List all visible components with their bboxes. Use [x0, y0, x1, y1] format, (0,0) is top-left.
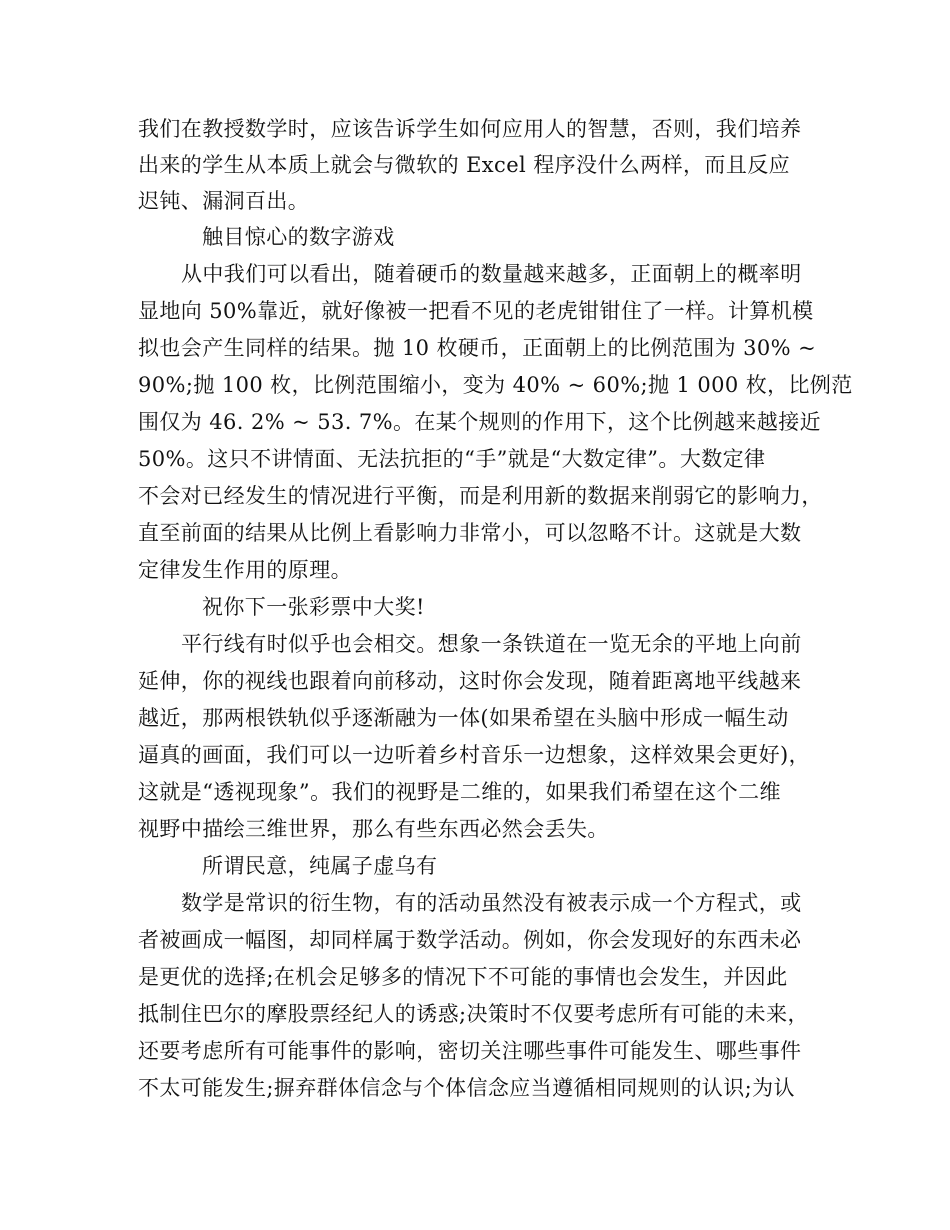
text-line: 越近，那两根铁轨似乎逐渐融为一体(如果希望在头脑中形成一幅生动 — [138, 706, 789, 730]
section-heading: 触目惊心的数字游戏 — [202, 225, 395, 249]
text-line: 视野中描绘三维世界，那么有些东西必然会丢失。 — [138, 817, 609, 841]
text-line: 者被画成一幅图，却同样属于数学活动。例如，你会发现好的东西未必 — [138, 928, 802, 952]
text-line: 数学是常识的衍生物，有的活动虽然没有被表示成一个方程式，或 — [181, 891, 802, 915]
text-line: 抵制住巴尔的摩股票经纪人的诱惑;决策时不仅要考虑所有可能的未来， — [138, 1002, 809, 1026]
text-line: 出来的学生从本质上就会与微软的 Excel 程序没什么两样，而且反应 — [138, 153, 791, 177]
text-line: 定律发生作用的原理。 — [138, 558, 352, 582]
text-line: 平行线有时似乎也会相交。想象一条铁道在一览无余的平地上向前 — [181, 632, 802, 656]
section-heading: 祝你下一张彩票中大奖! — [202, 595, 425, 619]
section-heading: 所谓民意，纯属子虚乌有 — [202, 854, 438, 878]
text-line: 显地向 50%靠近，就好像被一把看不见的老虎钳钳住了一样。计算机模 — [138, 299, 814, 323]
text-line: 不会对已经发生的情况进行平衡，而是利用新的数据来削弱它的影响力， — [138, 484, 823, 508]
text-line: 还要考虑所有可能事件的影响，密切关注哪些事件可能发生、哪些事件 — [138, 1039, 802, 1063]
text-line: 逼真的画面，我们可以一边听着乡村音乐一边想象，这样效果会更好)， — [138, 743, 810, 767]
text-line: 围仅为 46. 2% ~ 53. 7%。在某个规则的作用下，这个比例越来越接近 — [138, 410, 821, 434]
text-line: 直至前面的结果从比例上看影响力非常小，可以忽略不计。这就是大数 — [138, 521, 802, 545]
text-line: 90%;抛 100 枚，比例范围缩小，变为 40% ~ 60%;抛 1 000 枚，比例范 — [138, 373, 853, 397]
text-line: 50%。这只不讲情面、无法抗拒的“手”就是“大数定律”。大数定律 — [138, 447, 766, 471]
text-line: 迟钝、漏洞百出。 — [138, 189, 310, 213]
text-line: 我们在教授数学时，应该告诉学生如何应用人的智慧，否则，我们培养 — [138, 117, 802, 141]
text-line: 从中我们可以看出，随着硬币的数量越来越多，正面朝上的概率明 — [181, 262, 802, 286]
text-line: 拟也会产生同样的结果。抛 10 枚硬币，正面朝上的比例范围为 30% ~ — [138, 336, 817, 360]
text-line: 不太可能发生;摒弃群体信念与个体信念应当遵循相同规则的认识;为认 — [138, 1076, 795, 1100]
text-line: 这就是“透视现象”。我们的视野是二维的，如果我们希望在这个二维 — [138, 780, 781, 804]
text-line: 是更优的选择;在机会足够多的情况下不可能的事情也会发生，并因此 — [138, 965, 788, 989]
text-line: 延伸，你的视线也跟着向前移动，这时你会发现，随着距离地平线越来 — [138, 669, 802, 693]
